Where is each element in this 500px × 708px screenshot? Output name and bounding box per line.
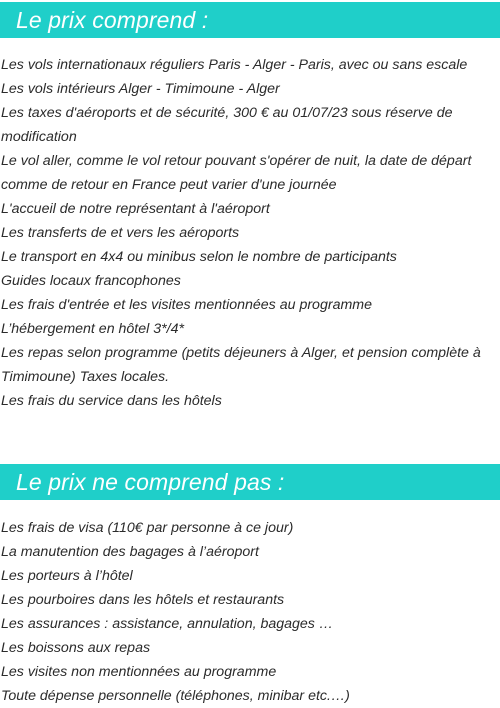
list-item: Guides locaux francophones <box>1 273 181 289</box>
list-item: Les vols internationaux réguliers Paris - Alger - Paris, avec ou sans escale <box>1 57 468 73</box>
list-item: L'accueil de notre représentant à l'aéroport <box>1 201 270 217</box>
list-item: Les vols intérieurs Alger - Timimoune - Alger <box>1 81 280 97</box>
included-section-title: Le prix comprend : <box>0 2 500 38</box>
list-item: Toute dépense personnelle (téléphones, minibar etc.…) <box>1 688 350 704</box>
list-item: Les frais de visa (110€ par personne à ce jour) <box>1 520 294 536</box>
list-item: Les transferts de et vers les aéroports <box>1 225 240 241</box>
excluded-section-title: Le prix ne comprend pas : <box>0 464 500 500</box>
list-item: Les porteurs à l’hôtel <box>1 568 133 584</box>
list-item: Les taxes d'aéroports et de sécurité, 300 € au 01/07/23 sous réserve de modification <box>1 105 453 145</box>
list-item: Les pourboires dans les hôtels et restaurants <box>1 592 285 608</box>
list-item: Les repas selon programme (petits déjeuners à Alger, et pension complète à Timimoune) Taxes locales. <box>1 345 481 385</box>
list-item: Le transport en 4x4 ou minibus selon le nombre de participants <box>1 249 397 265</box>
list-item: Les visites non mentionnées au programme <box>1 664 277 680</box>
list-item: L’hébergement en hôtel 3*/4* <box>1 321 185 337</box>
list-item: La manutention des bagages à l’aéroport <box>1 544 259 560</box>
list-item: Le vol aller, comme le vol retour pouvant s'opérer de nuit, la date de départ comme de retour en France peut varier d'une journée <box>1 153 472 193</box>
included-list <box>0 53 500 413</box>
list-item: Les frais d'entrée et les visites mentionnées au programme <box>1 297 372 313</box>
excluded-list <box>0 516 500 708</box>
list-item: Les frais du service dans les hôtels <box>1 393 222 409</box>
list-item: Les assurances : assistance, annulation, bagages … <box>1 616 334 632</box>
list-item: Les boissons aux repas <box>1 640 151 656</box>
